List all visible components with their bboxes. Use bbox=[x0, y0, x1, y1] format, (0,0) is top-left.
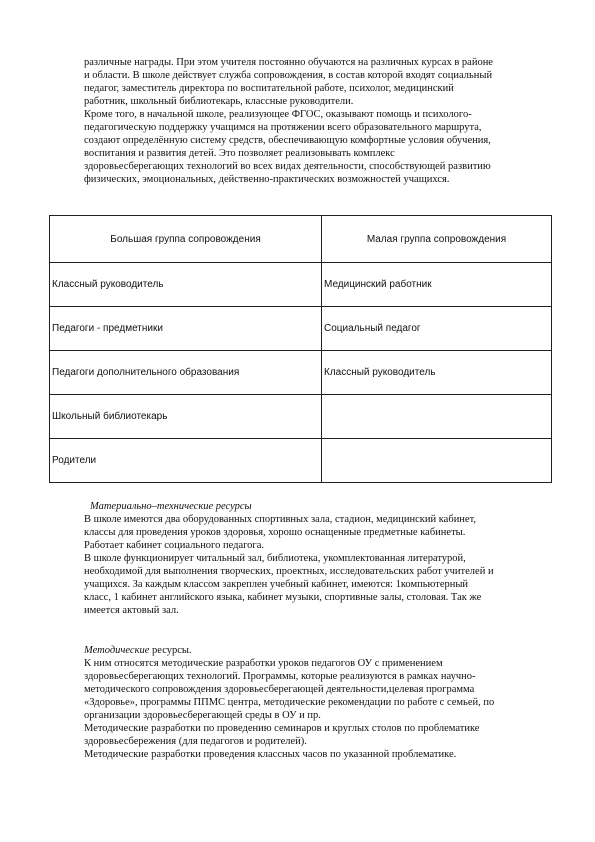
table-cell: Классный руководитель bbox=[322, 351, 552, 395]
table-row bbox=[50, 263, 552, 307]
section-heading-rest: ресурсы. bbox=[149, 645, 192, 656]
text-line: В школе функционирует читальный зал, библиотека, укомплектованная литературой, bbox=[84, 553, 466, 564]
table-row bbox=[50, 395, 552, 439]
table-row bbox=[50, 307, 552, 351]
text-line: Работает кабинет социального педагога. bbox=[84, 540, 265, 551]
table-cell: Школьный библиотекарь bbox=[50, 395, 322, 439]
text-line: и области. В школе действует служба сопровождения, в состав которой входят социальный bbox=[84, 70, 493, 81]
section-heading: Материально–технические ресурсы bbox=[90, 501, 252, 512]
support-groups-table bbox=[49, 215, 552, 483]
text-line: имеется актовый зал. bbox=[84, 605, 179, 616]
methodic-resources-section bbox=[84, 644, 559, 761]
text-line: здоровьесберегающих технологий. Программы, которые реализуются в рамках научно- bbox=[84, 671, 476, 682]
text-line: физических, эмоциональных, действенно-практических возможностей учащихся. bbox=[84, 174, 450, 185]
text-line: Кроме того, в начальной школе, реализующее ФГОС, оказывают помощь и психолого- bbox=[84, 109, 472, 120]
text-line: К ним относятся методические разработки уроков педагогов ОУ с применением bbox=[84, 658, 443, 669]
section-heading-italic: Методические bbox=[84, 645, 150, 656]
text-line: Методические разработки по проведению семинаров и круглых столов по проблематике bbox=[84, 723, 480, 734]
text-line: методического сопровождения здоровьесберегающей деятельности,целевая программа bbox=[84, 684, 475, 695]
text-line: В школе имеются два оборудованных спортивных зала, стадион, медицинский кабинет, bbox=[84, 514, 477, 525]
text-line: организации здоровьесберегающей среды в ОУ и пр. bbox=[84, 710, 321, 721]
text-line: педагогическую поддержку учащимся на протяжении всего образовательного маршрута, bbox=[84, 122, 482, 133]
text-line: «Здоровье», программы ППМС центра, методические рекомендации по работе с семьей, по bbox=[84, 697, 495, 708]
material-resources-section bbox=[84, 500, 559, 617]
text-line: педагог, заместитель директора по воспитательной работе, психолог, медицинский bbox=[84, 83, 454, 94]
table-cell bbox=[322, 439, 552, 483]
table-row bbox=[50, 439, 552, 483]
text-line: учащихся. За каждым классом закреплен учебный кабинет, имеются: 1компьютерный bbox=[84, 579, 469, 590]
column-header-small-group: Малая группа сопровождения bbox=[322, 216, 552, 263]
table-header-row bbox=[50, 216, 552, 263]
text-line: различные награды. При этом учителя постоянно обучаются на различных курсах в районе bbox=[84, 57, 493, 68]
text-line: класс, 1 кабинет английского языка, кабинет музыки, спортивные залы, столовая. Так же bbox=[84, 592, 482, 603]
text-line: Методические разработки проведения классных часов по указанной проблематике. bbox=[84, 749, 457, 760]
table-cell: Классный руководитель bbox=[50, 263, 322, 307]
text-line: необходимой для выполнения творческих, проектных, исследовательских работ учителей и bbox=[84, 566, 494, 577]
text-line: здоровьесбережения (для педагогов и родителей). bbox=[84, 736, 307, 747]
table-cell: Педагоги дополнительного образования bbox=[50, 351, 322, 395]
table-cell: Родители bbox=[50, 439, 322, 483]
text-line: работник, школьный библиотекарь, классные руководители. bbox=[84, 96, 354, 107]
text-line: создают определённую систему средств, обеспечивающую комфортные условия обучения, bbox=[84, 135, 491, 146]
text-line: классы для проведения уроков здоровья, хорошо оснащенные предметные кабинеты. bbox=[84, 527, 466, 538]
table-cell: Медицинский работник bbox=[322, 263, 552, 307]
text-line: воспитания и развития детей. Это позволяет реализовывать комплекс bbox=[84, 148, 395, 159]
column-header-large-group: Большая группа сопровождения bbox=[50, 216, 322, 263]
text-line: здоровьесберегающих технологий во всех видах деятельности, способствующей развитию bbox=[84, 161, 491, 172]
table-cell: Педагоги - предметники bbox=[50, 307, 322, 351]
table-cell bbox=[322, 395, 552, 439]
section-heading bbox=[84, 644, 559, 657]
table-row bbox=[50, 351, 552, 395]
intro-paragraph bbox=[84, 56, 559, 186]
table-cell: Социальный педагог bbox=[322, 307, 552, 351]
